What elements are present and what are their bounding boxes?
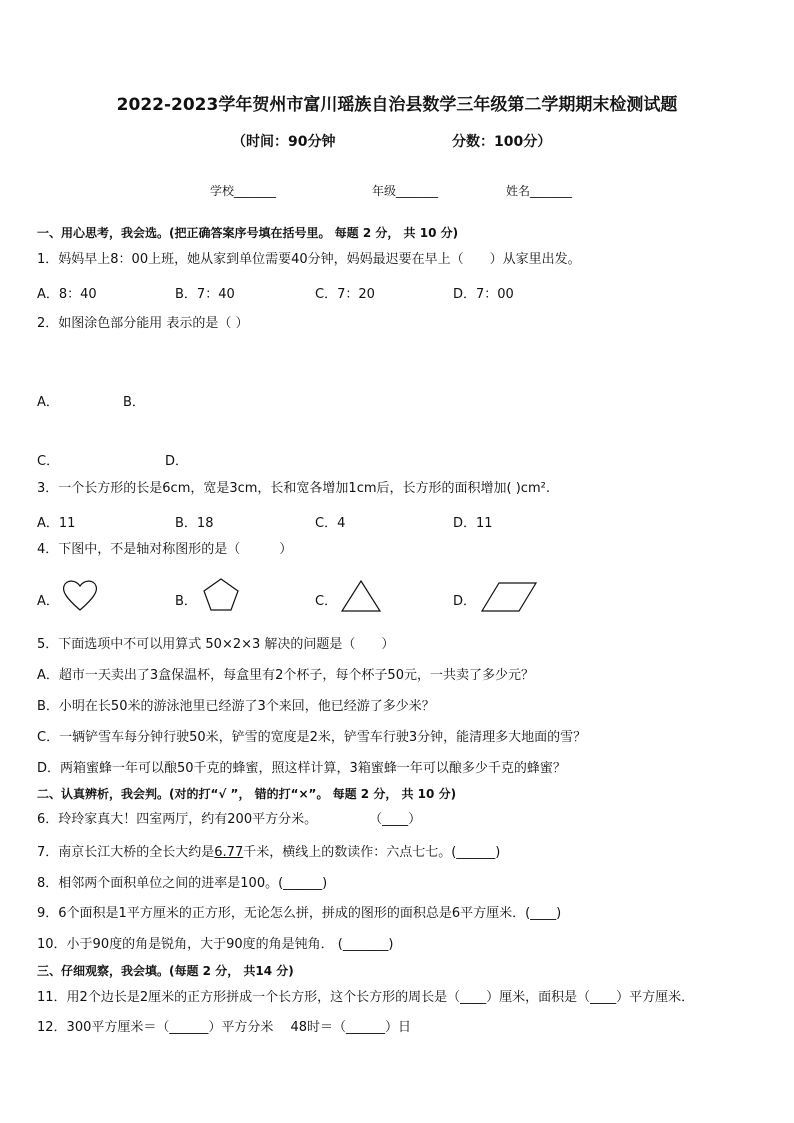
q7-underlined-number: 6.77	[214, 845, 244, 860]
q3-option-c: C．4	[315, 516, 346, 531]
name-field: 姓名_______	[506, 184, 573, 198]
grade-field: 年级_______	[372, 184, 439, 198]
time-label: （时间：90分钟	[232, 134, 336, 150]
q4-option-b: B．	[175, 594, 197, 609]
page-title: 2022-2023学年贺州市富川瑶族自治县数学三年级第二学期期末检测试题	[116, 95, 678, 115]
question-1: 1．妈妈早上8：00上班，她从家到单位需要40分钟，妈妈最迟要在早上（ ）从家里出发。	[37, 252, 581, 267]
section-2-heading: 二、认真辨析，我会判。(对的打“√ ”， 错的打“×”。 每题 2 分， 共 10 分)	[37, 787, 457, 801]
question-12: 12．300平方厘米＝（______）平方分米 48时＝（______）日	[37, 1020, 412, 1035]
question-2: 2．如图涂色部分能用 表示的是（ ）	[37, 316, 249, 331]
question-4: 4．下图中，不是轴对称图形的是（ ）	[37, 542, 293, 557]
q2-option-a: A．	[37, 395, 59, 410]
question-6: 6．玲玲家真大！四室两厅，约有200平方分米。 （____）	[37, 812, 422, 827]
pentagon-icon	[203, 578, 239, 612]
q4-option-a: A．	[37, 594, 59, 609]
q1-option-c: C．7：20	[315, 287, 375, 302]
section-1-heading: 一、用心思考，我会选。(把正确答案序号填在括号里。 每题 2 分， 共 10 分)	[37, 226, 459, 240]
question-3: 3．一个长方形的长是6cm，宽是3cm，长和宽各增加1cm后，长方形的面积增加( )cm².	[37, 481, 550, 496]
q1-option-b: B．7：40	[175, 287, 235, 302]
q5-option-d: D．两箱蜜蜂一年可以酿50千克的蜂蜜，照这样计算，3箱蜜蜂一年可以酿多少千克的蜂蜜？	[37, 761, 566, 776]
q3-option-b: B．18	[175, 516, 214, 531]
q2-option-b: B．	[123, 395, 145, 410]
heart-icon	[62, 578, 98, 612]
question-7	[37, 845, 500, 861]
parallelogram-icon	[481, 582, 537, 612]
q2-option-d: D．	[165, 454, 189, 469]
q5-option-a: A．超市一天卖出了3盒保温杯，每盒里有2个杯子，每个杯子50元，一共卖了多少元？	[37, 668, 534, 683]
question-8: 8．相邻两个面积单位之间的进率是100。(______)	[37, 876, 328, 891]
school-field: 学校_______	[210, 184, 277, 198]
question-11: 11．用2个边长是2厘米的正方形拼成一个长方形，这个长方形的周长是（____）厘米，面积是（____）平方厘米．	[37, 990, 695, 1005]
q4-option-c: C．	[315, 594, 338, 609]
q2-option-c: C．	[37, 454, 60, 469]
q7-text-pre: 7．南京长江大桥的全长大约是	[37, 845, 215, 860]
q1-option-d: D．7：00	[453, 287, 514, 302]
q1-option-a: A．8：40	[37, 287, 97, 302]
triangle-icon	[341, 580, 381, 612]
question-9: 9．6个面积是1平方厘米的正方形，无论怎么拼，拼成的图形的面积总是6平方厘米．(____)	[37, 906, 562, 921]
q3-option-d: D．11	[453, 516, 493, 531]
score-label: 分数：100分）	[452, 134, 552, 150]
section-3-heading: 三、仔细观察，我会填。(每题 2 分， 共14 分)	[37, 964, 294, 978]
q5-option-c: C．一辆铲雪车每分钟行驶50米，铲雪的宽度是2米，铲雪车行驶3分钟，能清理多大地面的雪？	[37, 730, 587, 745]
question-10: 10．小于90度的角是锐角，大于90度的角是钝角． (_______)	[37, 937, 394, 952]
q3-option-a: A．11	[37, 516, 76, 531]
q4-option-d: D．	[453, 594, 477, 609]
q7-text-post: 千米，横线上的数读作：六点七七。(______)	[243, 845, 501, 860]
question-5: 5．下面选项中不可以用算式 50×2×3 解决的问题是（ ）	[37, 637, 395, 652]
q5-option-b: B．小明在长50米的游泳池里已经游了3个来回，他已经游了多少米？	[37, 699, 435, 714]
